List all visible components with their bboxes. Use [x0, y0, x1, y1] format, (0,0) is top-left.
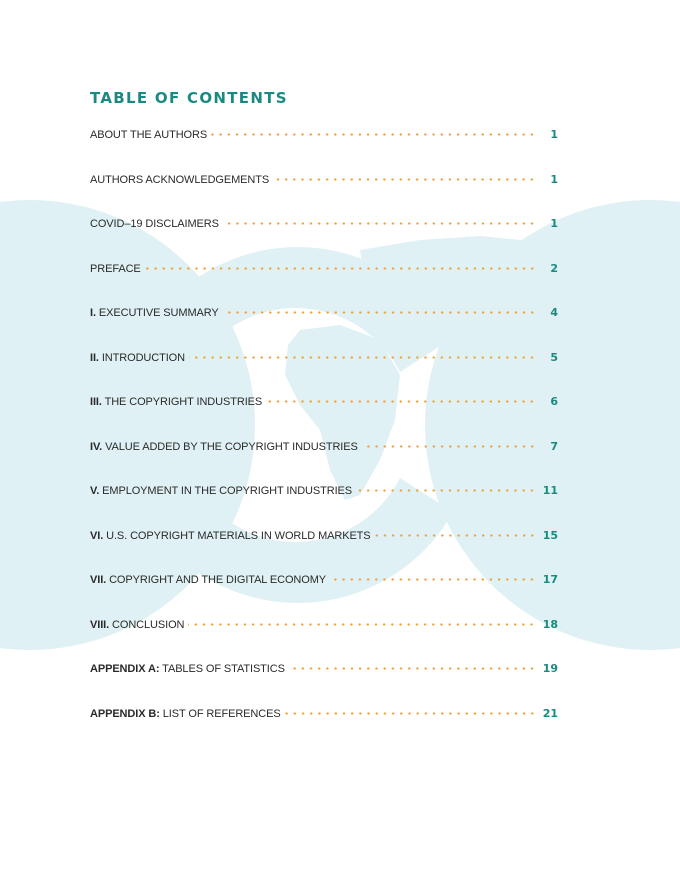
dot-leader [145, 267, 536, 270]
toc-entry-text: LIST OF REFERENCES [162, 707, 281, 720]
dot-leader [289, 667, 536, 670]
dot-leader [330, 578, 536, 581]
toc-entry-conclusion[interactable] [90, 618, 558, 663]
toc-entry-digital-economy[interactable] [90, 573, 558, 618]
dot-leader [285, 712, 536, 715]
toc-entry-executive-summary[interactable] [90, 306, 558, 351]
toc-entry-number: APPENDIX B: [90, 707, 160, 720]
toc-entry-label [90, 129, 207, 141]
toc-entry-page: 11 [542, 484, 558, 497]
toc-entry-page: 1 [550, 217, 558, 230]
toc-entry-text: COVID–19 DISCLAIMERS [90, 218, 219, 230]
toc-entry-number: III. [90, 396, 102, 408]
toc-entry-number: I. [90, 307, 96, 319]
toc-entry-text: THE COPYRIGHT INDUSTRIES [104, 396, 263, 408]
toc-entry-text: COPYRIGHT AND THE DIGITAL ECONOMY [109, 574, 327, 586]
dot-leader [356, 489, 536, 492]
dot-leader [375, 534, 536, 537]
toc-entry-authors-acknowledgements[interactable] [90, 173, 558, 218]
toc-entry-label [90, 307, 219, 319]
toc-entry-label [90, 530, 371, 542]
toc-entry-label [90, 396, 262, 408]
toc-entry-text: ABOUT THE AUTHORS [90, 129, 208, 141]
toc-entry-page: 5 [550, 350, 558, 364]
toc-entry-number: VI. [90, 529, 104, 542]
toc-entry-page: 6 [550, 395, 558, 408]
toc-entry-number: VIII. [90, 618, 110, 631]
toc-entry-preface[interactable] [90, 262, 558, 307]
toc-entry-appendix-b[interactable] [90, 707, 558, 752]
toc-entry-number: V. [90, 485, 100, 497]
toc-entry-introduction[interactable] [90, 351, 558, 396]
toc-entry-label [90, 352, 185, 364]
toc-entry-world-markets[interactable] [90, 529, 558, 574]
toc-entry-text: AUTHORS ACKNOWLEDGEMENTS [90, 173, 270, 186]
toc-entry-page: 2 [550, 261, 558, 275]
toc-entry-text: EMPLOYMENT IN THE COPYRIGHT INDUSTRIES [102, 485, 353, 497]
toc-entry-label [90, 485, 352, 497]
toc-entry-appendix-a[interactable] [90, 662, 558, 707]
toc-entry-text: INTRODUCTION [101, 351, 185, 364]
toc-entry-page: 15 [542, 528, 558, 542]
toc-entry-number: IV. [90, 440, 103, 453]
toc-entry-label [90, 574, 326, 586]
dot-leader [362, 445, 536, 448]
toc-entry-text: PREFACE [90, 262, 141, 275]
toc-entry-covid-disclaimers[interactable] [90, 217, 558, 262]
toc-entry-value-added[interactable] [90, 440, 558, 485]
toc-entry-employment[interactable] [90, 484, 558, 529]
toc-entry-text: VALUE ADDED BY THE COPYRIGHT INDUSTRIES [105, 440, 358, 453]
toc-entry-page: 4 [550, 306, 558, 319]
toc-entry-page: 18 [542, 617, 558, 631]
dot-leader [273, 178, 536, 181]
dot-leader [189, 356, 536, 359]
toc-entry-text: EXECUTIVE SUMMARY [98, 307, 219, 319]
toc-entry-label [90, 218, 219, 230]
toc-entry-number: VII. [90, 574, 107, 586]
toc-entry-text: TABLES OF STATISTICS [162, 663, 285, 675]
toc-entry-page: 7 [550, 439, 558, 453]
page-title: TABLE OF CONTENTS [90, 89, 288, 107]
dot-leader [188, 623, 536, 626]
toc-entry-label [90, 263, 141, 275]
dot-leader [211, 133, 536, 136]
dot-leader [223, 222, 536, 225]
toc-entry-number: II. [90, 351, 99, 364]
toc-entry-page: 1 [550, 172, 558, 186]
toc-entry-page: 1 [550, 128, 558, 141]
toc-entry-text: U.S. COPYRIGHT MATERIALS IN WORLD MARKETS [106, 529, 371, 542]
toc-entry-label [90, 174, 269, 186]
toc-entry-number: APPENDIX A: [90, 663, 160, 675]
dot-leader [266, 400, 536, 403]
toc-entry-page: 19 [542, 662, 558, 675]
toc-entry-page: 21 [542, 706, 558, 720]
toc-entry-label [90, 441, 358, 453]
toc-list [90, 128, 558, 751]
toc-entry-about-the-authors[interactable] [90, 128, 558, 173]
dot-leader [223, 311, 536, 314]
toc-entry-label [90, 663, 285, 675]
toc-entry-copyright-industries[interactable] [90, 395, 558, 440]
toc-entry-label [90, 619, 184, 631]
toc-entry-page: 17 [542, 573, 558, 586]
toc-entry-label [90, 708, 281, 720]
toc-entry-text: CONCLUSION [112, 618, 185, 631]
